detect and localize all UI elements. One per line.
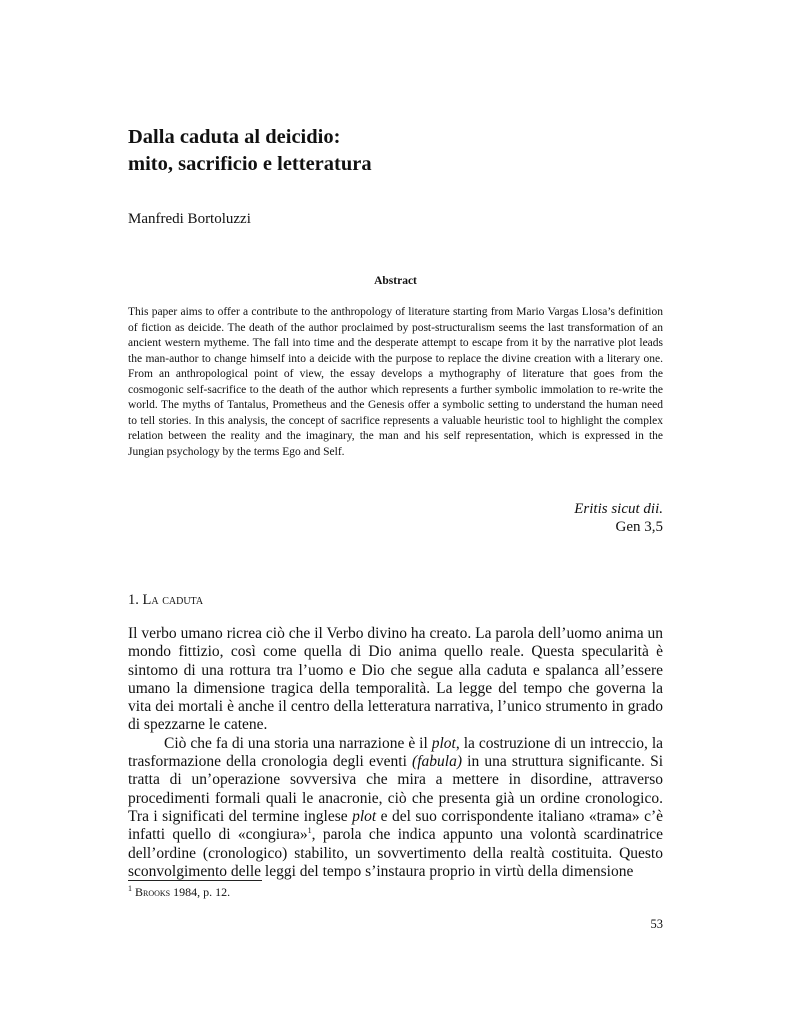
body-p2-text-2: , la costruzione di un intreccio, la trasformazione della cronologia degli eventi xyxy=(128,734,664,771)
body-text xyxy=(128,625,663,881)
article-title-line-2: mito, sacrificio e letteratura xyxy=(128,153,372,175)
footnote xyxy=(128,885,230,900)
epigraph xyxy=(400,500,663,536)
body-p2-italic-fabula: (fabula) xyxy=(412,753,462,771)
article-title-line-1: Dalla caduta al deicidio: xyxy=(128,126,341,148)
section-title: La caduta xyxy=(142,592,204,608)
body-p2-text-1: Ciò che fa di una storia una narrazione è il xyxy=(164,734,432,752)
epigraph-reference: Gen 3,5 xyxy=(615,519,663,535)
body-p2-italic-plot-2: plot xyxy=(352,807,377,825)
body-paragraph-2 xyxy=(128,735,663,881)
page-number: 53 xyxy=(650,917,663,931)
footnote-divider xyxy=(128,880,262,881)
body-p2-text-5: , parola che indica appunto una volontà scardinatrice dell’ordine (cronologico) stabilito, un sovvertimento della realtà costituita. Questo sconvolgimento delle leggi del tempo s’instaura proprio in virtù della dimensione xyxy=(128,826,663,880)
body-p2-text-4: e del suo corrispondente italiano «trama» c’è infatti quello di «congiura» xyxy=(128,807,663,844)
abstract-heading: Abstract xyxy=(374,275,417,287)
section-number: 1. xyxy=(128,592,139,608)
footnote-author: Brooks xyxy=(135,885,171,899)
footnote-citation: 1984, p. 12. xyxy=(170,885,231,899)
body-p2-text-3: in una struttura significante. Si tratta di un’operazione sovversiva che mira a mettere in disordine, attraverso procedimenti formali quali le anacronie, ciò che presenta già un ordine cronologico. Tra i significati del termine inglese xyxy=(128,753,663,825)
body-paragraph-1: Il verbo umano ricrea ciò che il Verbo divino ha creato. La parola dell’uomo anima un mondo fittizio, così come quella di Dio anima quello reale. Questa specularità è sintomo di una rottura tra l’uomo e Dio che segue alla caduta e spalanca all’essere umano la dimensione tragica della temporalità. La legge del tempo che governa la vita dei mortali è anche il centro della letteratura narrativa, l’unico strumento in grado di spezzarne le catene. xyxy=(128,625,663,734)
article-title xyxy=(128,124,668,178)
footnote-reference[interactable]: 1 xyxy=(307,826,312,836)
footnote-number: 1 xyxy=(128,884,132,893)
body-p2-italic-plot: plot xyxy=(431,734,456,752)
epigraph-quote: Eritis sicut dii. xyxy=(574,501,663,517)
article-author: Manfredi Bortoluzzi xyxy=(128,211,251,227)
abstract-text: This paper aims to offer a contribute to the anthropology of literature starting from Mario Vargas Llosa’s definition of fiction as deicide. The death of the author proclaimed by post-structuralism seems the last transformation of an ancient western mytheme. The fall into time and the desperate attempt to escape from it by the narrative plot leads the man-author to change himself into a deicide with the purpose to replace the divine creation with a literary one. From an anthropological point of view, the essay develops a mythography of literature that goes from the cosmogonic self-sacrifice to the death of the author which represents a further symbolic immolation to re-write the world. The myths of Tantalus, Prometheus and the Genesis offer a symbolic setting to understand the human need to tell stories. In this analysis, the concept of sacrifice represents a valuable heuristic tool to highlight the complex relation between the reality and the imaginary, the man and his self representation, which is expressed in the Jungian psychology by the terms Ego and Self. xyxy=(128,306,663,458)
section-heading xyxy=(128,591,203,609)
